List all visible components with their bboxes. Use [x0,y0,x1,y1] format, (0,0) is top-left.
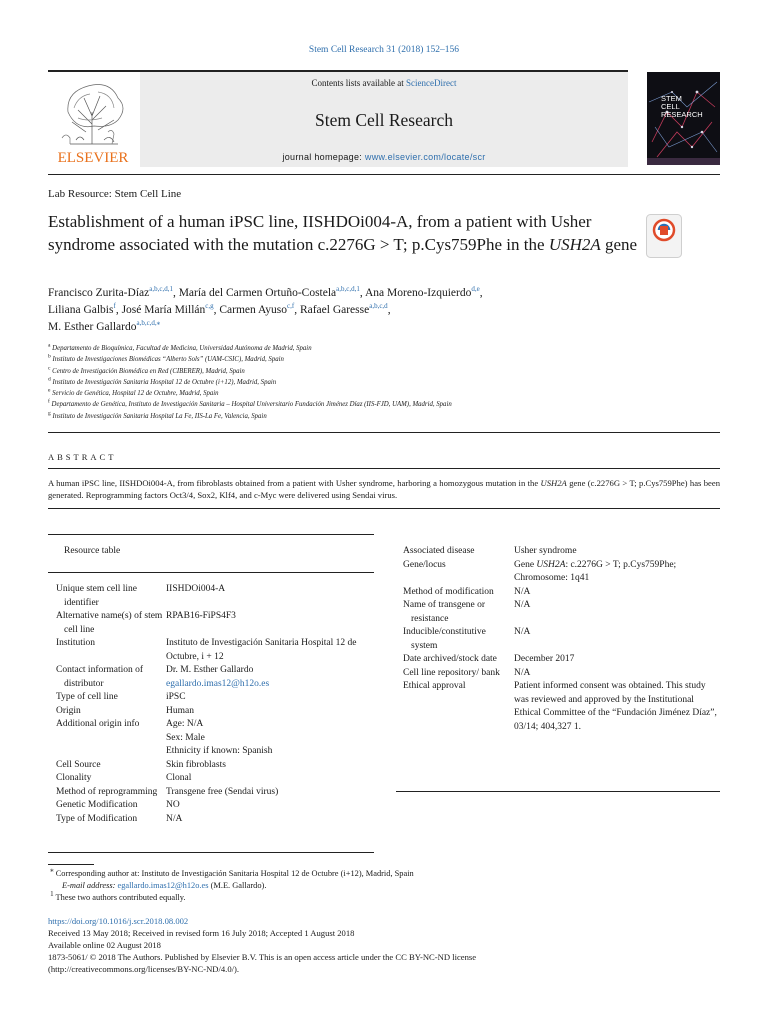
resource-table-row [403,626,720,653]
resource-label: Name of transgene or resistance [403,600,486,624]
resource-value [514,626,720,653]
article-title [48,210,638,256]
title-text-2: gene [600,235,638,254]
author-affiliation-marks[interactable]: d,e [471,285,480,294]
resource-label: Gene/locus [403,559,446,570]
affiliation-item [48,366,708,377]
resource-value [514,586,720,600]
resource-table-right-grid [403,545,720,734]
affiliation-text: Instituto de Investigaciones Biomédicas “Alberto Sols” (UAM-CSIC), Madrid, Spain [52,356,284,364]
resource-value [166,759,374,773]
resource-table-left-grid [56,583,374,826]
affiliation-item [48,343,708,354]
affiliation-key: b [48,354,51,361]
resource-value [514,680,720,734]
resource-table-row [403,680,720,734]
article-type: Lab Resource: Stem Cell Line [48,188,182,200]
resource-value [166,610,374,637]
distributor-email-link[interactable]: egallardo.imas12@h12o.es [166,678,270,689]
resource-value [514,667,720,681]
resource-label: Genetic Modification [56,800,138,810]
publication-info [48,915,720,975]
resource-table-row [403,653,720,667]
footnote-equal: $^1$ These two authors contributed equally. [50,890,186,902]
author-name[interactable]: Francisco Zurita-Díaz [48,287,150,299]
resource-label: Ethical approval [403,681,466,691]
resource-value [166,718,374,759]
resource-value-text: Human [166,705,194,716]
affiliation-item [48,388,708,399]
resource-value [514,653,720,667]
affiliation-key: e [48,387,51,394]
resource-table-row [56,705,374,719]
resource-table-row [403,667,720,681]
resource-value-text: Usher syndrome [514,546,577,556]
affiliation-text: Departamento de Genética, Instituto de Investigación Sanitaria – Hospital Universitario Fundación Jiménez Díaz (IIS-FJD, UAM), Madrid, Spain [51,401,452,409]
resource-table-row [56,799,374,813]
resource-value-text: Clonal [166,773,192,783]
journal-citation-link[interactable]: Stem Cell Research 31 (2018) 152–156 [308,45,460,55]
resource-value-text: IISHDOi004-A [166,584,226,594]
resource-value [514,599,720,626]
resource-label: Contact information of distributor [56,665,144,689]
abstract-bottom-rule [48,508,720,509]
resource-value-text: N/A [166,813,183,824]
resource-table-title: Resource table [64,546,121,556]
cover-text-cell: CELL [661,102,680,111]
abstract-gene: USH2A [540,478,567,488]
resource-label: Method of modification [403,586,494,597]
homepage-link[interactable]: www.elsevier.com/locate/scr [364,152,486,162]
email-label: E-mail address: [62,881,118,890]
elsevier-logo [48,72,138,167]
author-separator: , [359,287,365,299]
header-bottom-rule [48,174,720,175]
resource-value-text: Transgene free (Sendai virus) [166,786,279,797]
author-separator: , [294,304,300,316]
author-affiliation-marks[interactable]: a,b,c,d,⁎ [136,319,161,328]
author-affiliation-marks[interactable]: a,b,c,d,1 [149,285,173,294]
resource-value-text: : c.2276G > T; p.Cys759Phe; Chromosome: 1q41 [514,559,677,583]
resource-label: Date archived/stock date [403,654,497,664]
resource-table-row [56,583,374,610]
resource-value-text: N/A [514,627,531,637]
resource-table-left-bottom-rule [48,852,374,853]
resource-value [166,637,374,664]
abstract-top-rule [48,468,720,469]
resource-value-text: Skin fibroblasts [166,759,226,770]
cover-art-icon [647,72,720,165]
abstract-text-1: A human iPSC line, IISHDOi004-A, from fibroblasts obtained from a patient with Usher syndrome, harboring a homozygous mutation in the [48,478,541,488]
footnote-rule [48,864,94,865]
journal-title: Stem Cell Research [314,110,454,130]
cover-text-stem: STEM [661,94,682,103]
author-name[interactable]: Rafael Garesse [299,304,370,316]
affiliation-text: Centro de Investigación Biomédica en Red (CIBERER), Madrid, Spain [52,367,245,375]
email-link[interactable]: egallardo.imas12@h12o.es [117,881,209,890]
affiliation-key: a [48,342,51,349]
footnotes [48,868,720,904]
resource-value [514,559,720,586]
homepage-prefix: journal homepage: [282,152,365,162]
author-list [48,285,708,336]
author-name[interactable]: José María Millán [121,304,206,316]
author-affiliation-marks[interactable]: f [113,302,116,311]
resource-label: Cell Source [56,759,101,770]
journal-citation[interactable] [0,45,768,55]
resource-value-text: Patient informed consent was obtained. This study was reviewed and approved by the Institutional Ethical Committee of the “Fundación Jiménez Díaz”, 03/14; 404,327 1. [514,681,717,732]
author-separator: , [115,304,122,316]
resource-table-row [56,610,374,637]
affiliation-key: g [48,410,51,417]
elsevier-tree-icon [48,72,138,167]
resource-label: Associated disease [403,546,475,556]
resource-label: Cell line repository/ bank [403,667,500,678]
resource-value-text: RPAB16-FiPS4F3 [166,611,236,621]
affiliation-text: Instituto de Investigación Sanitaria Hospital La Fe, IIS-La Fe, Valencia, Spain [52,412,267,420]
affiliation-text: Servicio de Genética, Hospital 12 de Octubre, Madrid, Spain [52,390,219,398]
affiliation-key: d [48,376,51,383]
affiliation-item [48,377,708,388]
resource-value [166,705,374,719]
email-suffix: (M.E. Gallardo). [208,881,267,890]
resource-table-left [56,583,374,826]
resource-value-text: NO [166,800,180,810]
resource-value-text: Instituto de Investigación Sanitaria Hospital 12 de Octubre, i + 12 [166,638,357,662]
author-name[interactable]: M. Esther Gallardo [48,321,137,333]
resource-table-row [56,786,374,800]
resource-value [514,545,720,559]
resource-value [166,813,374,827]
received-dates: Received 13 May 2018; Received in revised form 16 July 2018; Accepted 1 August 2018 [48,928,355,938]
resource-table-row [403,545,720,559]
journal-header-box [140,72,628,167]
journal-cover-image [647,72,720,165]
resource-value-prefix: Gene [514,559,537,570]
affiliation-text: Departamento de Bioquímica, Facultad de Medicina, Universidad Autónoma de Madrid, Spain [52,345,312,352]
author-affiliation-marks[interactable]: a,b,c,d [369,302,388,311]
resource-value-text: N/A [514,600,531,610]
footnote-corresponding: ⁎ Corresponding author at: Instituto de Investigación Sanitaria Hospital 12 de Octubre (i+12), Madrid, Spain [50,866,414,878]
resource-value-text: N/A [514,586,531,597]
resource-label: Origin [56,705,81,716]
resource-value [166,691,374,705]
license-line-2: (http://creativecommons.org/licenses/BY-NC-ND/4.0/). [48,964,240,974]
check-for-updates-badge[interactable] [646,214,682,258]
footnote-email [48,880,720,892]
affiliation-key: c [48,365,51,372]
resource-table-row [56,691,374,705]
resource-value [166,583,374,610]
resource-label: Alternative name(s) of stem cell line [56,611,163,635]
resource-table-row [56,718,374,759]
resource-value-gene: USH2A [536,559,566,570]
resource-table-row [56,664,374,691]
author-name[interactable]: Carmen Ayuso [219,304,287,316]
resource-label: Type of Modification [56,813,138,824]
affiliation-item [48,411,708,422]
title-text-1: Establishment of a human iPSC line, IISHDOi004-A, from a patient with Usher syndrome associated with the mutation c.2276G > T; p.Cys759Phe in the [48,212,592,254]
author-separator: , [387,304,391,316]
resource-table-top-rule [48,534,374,535]
online-date: Available online 02 August 2018 [48,940,161,950]
author-affiliation-marks[interactable]: c,f [286,302,295,311]
resource-value-extra: Sex: Male [166,732,205,743]
resource-value [166,664,374,691]
abstract-heading: ABSTRACT [48,452,117,462]
resource-value-text: N/A [514,667,531,678]
resource-table-row [403,586,720,600]
resource-table-row [403,599,720,626]
resource-value-extra: Ethnicity if known: Spanish [166,746,273,756]
resource-table-row [56,813,374,827]
affiliation-item [48,354,708,365]
resource-value [166,786,374,800]
contents-available [140,78,628,88]
author-separator: , [172,287,179,299]
resource-table-header-rule [48,572,374,573]
abstract-text [48,477,720,501]
resource-value-text: Age: N/A [166,719,204,729]
author-affiliation-marks[interactable]: c,g [205,302,214,311]
resource-label: Institution [56,638,96,648]
journal-homepage [140,152,628,162]
title-gene: USH2A [548,235,601,254]
sciencedirect-link[interactable]: ScienceDirect [406,78,457,88]
contents-prefix: Contents lists available at [311,78,406,88]
author-affiliation-marks[interactable]: a,b,c,d,1 [336,285,360,294]
affiliation-text: Instituto de Investigación Sanitaria Hospital 12 de Octubre (i+12), Madrid, Spain [52,378,277,386]
resource-label: Method of reprogramming [56,786,158,797]
resource-label: Clonality [56,773,92,783]
resource-value-text: Dr. M. Esther Gallardo [166,665,254,675]
affiliation-list [48,343,708,422]
resource-value [166,772,374,786]
resource-value [166,799,374,813]
license-line-1: 1873-5061/ © 2018 The Authors. Published by Elsevier B.V. This is an open access article under the CC BY-NC-ND license [48,952,477,962]
affiliation-item [48,399,708,410]
affiliation-key: f [48,399,50,406]
corresponding-author-text: Corresponding author at: Instituto de Investigación Sanitaria Hospital 12 de Octubre (i+12), Madrid, Spain [55,869,414,878]
elsevier-wordmark: ELSEVIER [57,150,129,166]
resource-label: Additional origin info [56,719,140,729]
equal-contribution-text: These two authors contributed equally. [55,893,186,902]
author-name[interactable]: Liliana Galbis [48,304,114,316]
resource-table-right [403,545,720,734]
check-for-updates-icon[interactable] [646,214,682,258]
resource-table-row [56,772,374,786]
cover-text-research: RESEARCH [661,110,703,119]
affiliation-bottom-rule [48,432,720,433]
resource-table-row [56,637,374,664]
resource-value-text: December 2017 [514,654,575,664]
resource-table-right-bottom-rule [396,791,720,792]
resource-label: Unique stem cell line identifier [56,584,137,608]
resource-table-row [403,559,720,586]
abstract-text-2: gene (c.2276G > T; p.Cys759Phe) has been generated. Reprogramming factors Oct3/4, Sox2, Klf4, and c-Myc were delivered using Sendai virus. [48,478,720,500]
author-name[interactable]: Ana Moreno-Izquierdo [365,287,472,299]
resource-value-text: iPSC [166,692,186,702]
resource-label: Type of cell line [56,692,118,702]
resource-table-row [56,759,374,773]
author-separator: , [213,304,220,316]
author-separator: , [479,287,483,299]
resource-label: Inducible/constitutive system [403,627,486,651]
author-name[interactable]: María del Carmen Ortuño-Costela [178,287,337,299]
doi-link[interactable]: https://doi.org/10.1016/j.scr.2018.08.002 [48,916,189,926]
